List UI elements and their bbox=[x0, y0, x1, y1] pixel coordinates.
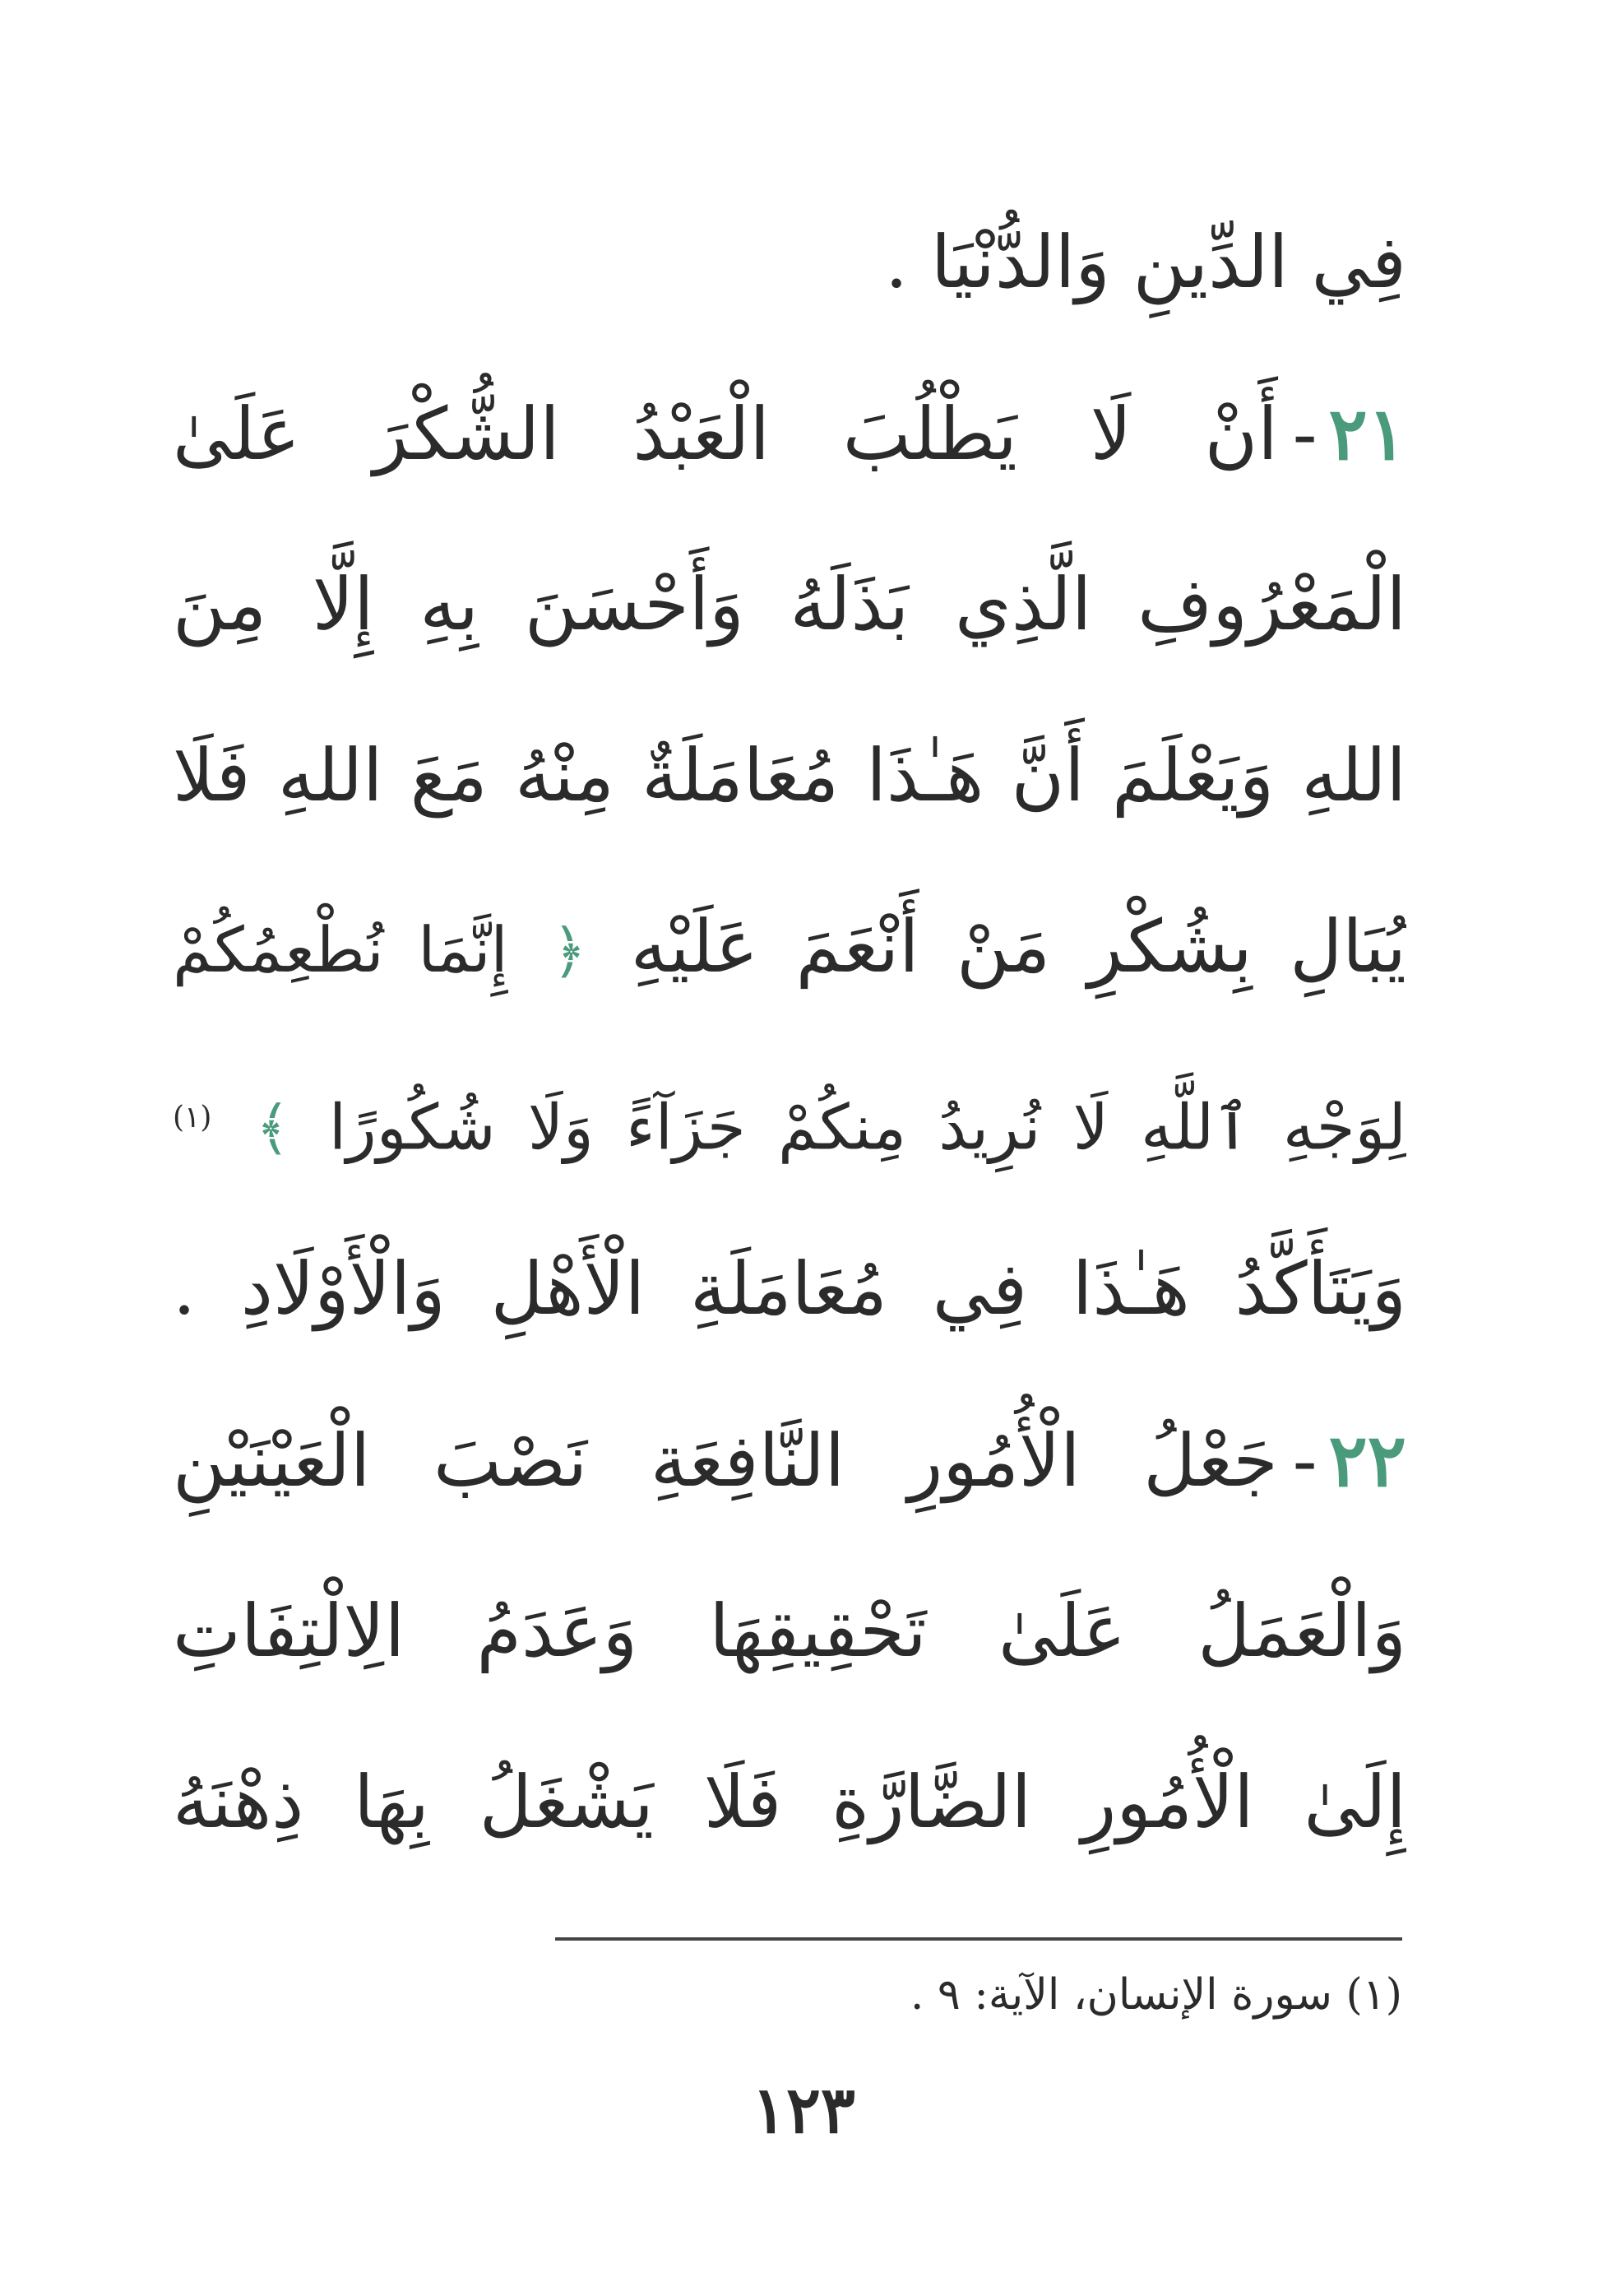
quran-text: إِنَّمَا نُطْعِمُكُمْ bbox=[173, 913, 508, 986]
footnote-ref[interactable]: (١) bbox=[173, 1101, 212, 1134]
line-text: أَنْ لَا يَطْلُبَ الْعَبْدُ الشُّكْرَ عَلَىٰ bbox=[173, 392, 1278, 476]
line-text: فِي الدِّينِ وَالدُّنْيَا . bbox=[884, 220, 1406, 304]
line-text: جَعْلُ الْأُمُورِ النَّافِعَةِ نَصْبَ الْعَيْنَيْنِ bbox=[173, 1418, 1278, 1503]
footnote-divider bbox=[555, 1937, 1402, 1941]
quran-brace-open: ﴿ bbox=[552, 916, 587, 986]
line-text: يُبَالِ بِشُكْرِ مَنْ أَنْعَمَ عَلَيْهِ bbox=[630, 904, 1406, 989]
item-number: ٢١ bbox=[1328, 391, 1406, 476]
text-line bbox=[173, 348, 1406, 519]
quran-brace-close: ﴾ bbox=[255, 1093, 290, 1163]
text-line bbox=[173, 861, 1406, 1032]
quran-line bbox=[173, 1032, 1406, 1204]
item-dash: - bbox=[1292, 392, 1318, 476]
line-text: وَيَتَأَكَّدُ هَـٰذَا فِي مُعَامَلَةِ الْأَهْلِ وَالْأَوْلَادِ . bbox=[173, 1246, 1406, 1331]
body-text bbox=[173, 177, 1406, 1888]
text-line bbox=[173, 1204, 1406, 1375]
quran-text: لِوَجْهِ ٱللَّهِ لَا نُرِيدُ مِنكُمْ جَزَآءً وَلَا شُكُورًا bbox=[328, 1090, 1406, 1164]
line-text: وَالْعَمَلُ عَلَىٰ تَحْقِيقِهَا وَعَدَمُ الِالْتِفَاتِ bbox=[173, 1589, 1406, 1673]
page-number: ١٢٣ bbox=[752, 2073, 855, 2148]
text-line bbox=[173, 519, 1406, 690]
line-text: اللهِ وَيَعْلَمَ أَنَّ هَـٰذَا مُعَامَلَةٌ مِنْهُ مَعَ اللهِ فَلَا bbox=[173, 733, 1406, 818]
item-dash: - bbox=[1292, 1418, 1318, 1503]
footnote: (١) سورة الإنسان، الآية: ٩ . bbox=[910, 1970, 1402, 2020]
line-text: الْمَعْرُوفِ الَّذِي بَذَلَهُ وَأَحْسَنَ بِهِ إِلَّا مِنَ bbox=[173, 562, 1406, 647]
text-line bbox=[173, 1375, 1406, 1546]
text-line bbox=[173, 690, 1406, 861]
text-line bbox=[173, 1546, 1406, 1717]
text-line bbox=[173, 177, 1406, 348]
line-text: إِلَىٰ الْأُمُورِ الضَّارَّةِ فَلَا يَشْغَلُ بِهَا ذِهْنَهُ bbox=[173, 1760, 1406, 1844]
text-line bbox=[173, 1717, 1406, 1888]
item-number: ٢٢ bbox=[1328, 1417, 1406, 1503]
